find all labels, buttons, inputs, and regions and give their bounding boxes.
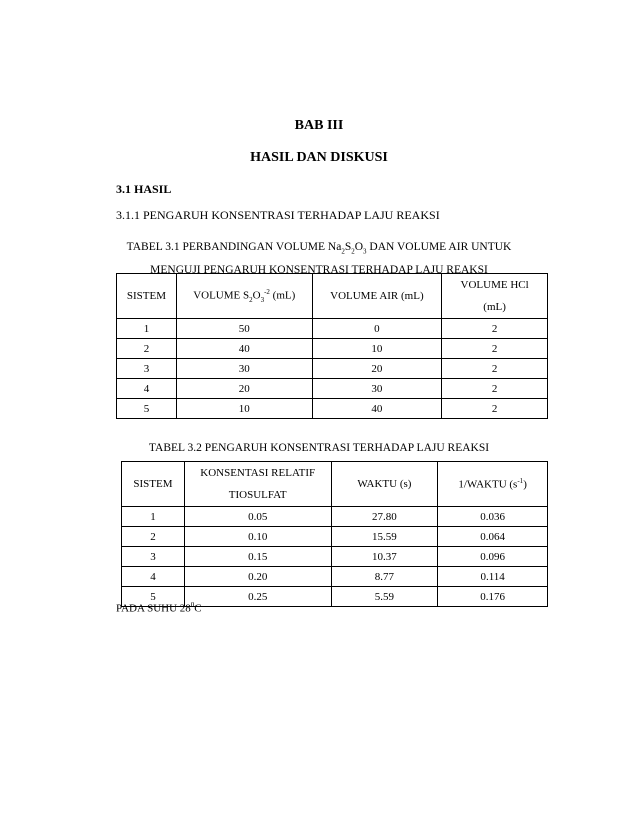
table-cell: 1 [117,319,177,339]
table-row [122,547,548,567]
table-cell: 4 [122,567,185,587]
table-cell: 2 [442,399,548,419]
table-cell: 0.15 [184,547,331,567]
table-cell: 10 [176,399,312,419]
table1-header-row [117,274,548,319]
table-row [117,319,548,339]
table-cell: 0.10 [184,527,331,547]
table-cell: 3 [117,359,177,379]
table-cell: 27.80 [331,507,438,527]
table1-caption-line1: TABEL 3.1 PERBANDINGAN VOLUME $Na_2S_2O_3$ DAN VOLUME AIR UNTUK [126,241,512,256]
table-cell: 4 [117,379,177,399]
table-cell: 2 [442,319,548,339]
table2-header-konsentrasi: KONSENTASI RELATIF TIOSULFAT [184,462,331,507]
table-cell: 0.064 [438,527,548,547]
table1-header-volume-s2o3: VOLUME $S_2O_3^{-2}$ (mL) [176,274,312,319]
table-cell: 15.59 [331,527,438,547]
table-cell: 5.59 [331,587,438,607]
table-cell: 0.176 [438,587,548,607]
table1-header-volume-hcl: VOLUME HCl (mL) [442,274,548,319]
table-row [117,359,548,379]
table-cell: 2 [122,527,185,547]
table-row [122,567,548,587]
table-cell: 40 [312,399,442,419]
table-cell: 30 [176,359,312,379]
table-cell: 10 [312,339,442,359]
table-cell: 3 [122,547,185,567]
table-cell: 5 [117,399,177,419]
table-cell: 0 [312,319,442,339]
table2-header-waktu: WAKTU (s) [331,462,438,507]
table-cell: 20 [312,359,442,379]
table1-caption-line2: MENGUJI PENGARUH KONSENTRASI TERHADAP LAJU REAKSI [150,264,488,277]
table-cell: 8.77 [331,567,438,587]
table-cell: 5 [122,587,185,607]
table-row [117,339,548,359]
chapter-number: BAB III [294,118,344,133]
table-cell: 0.05 [184,507,331,527]
table-cell: 1 [122,507,185,527]
table-cell: 20 [176,379,312,399]
table-cell: 0.096 [438,547,548,567]
table-cell: 2 [117,339,177,359]
table-cell: 10.37 [331,547,438,567]
table-cell: 2 [442,339,548,359]
table2 [121,461,548,607]
table-cell: 0.114 [438,567,548,587]
subsection-heading: 3.1.1 PENGARUH KONSENTRASI TERHADAP LAJU REAKSI [116,208,440,222]
table2-header-sistem: SISTEM [122,462,185,507]
table-cell: 2 [442,359,548,379]
table-cell: 50 [176,319,312,339]
table-cell: 2 [442,379,548,399]
table2-header-inverse-waktu: 1/WAKTU $(s^{-1})$ [438,462,548,507]
temperature-note: PADA SUHU $28^0C$ [116,601,202,615]
chapter-title: HASIL DAN DISKUSI [250,150,388,165]
table-row [117,379,548,399]
table-row [117,399,548,419]
table1-header-sistem: SISTEM [117,274,177,319]
table-cell: 0.20 [184,567,331,587]
table-cell: 30 [312,379,442,399]
table1-header-volume-air: VOLUME AIR (mL) [312,274,442,319]
table-cell: 40 [176,339,312,359]
table-row [122,527,548,547]
table1 [116,273,548,419]
table-row [122,507,548,527]
table-cell: 0.25 [184,587,331,607]
table-cell: 0.036 [438,507,548,527]
table2-header-row [122,462,548,507]
section-heading: 3.1 HASIL [116,182,172,196]
table2-caption: TABEL 3.2 PENGARUH KONSENTRASI TERHADAP LAJU REAKSI [148,442,490,454]
